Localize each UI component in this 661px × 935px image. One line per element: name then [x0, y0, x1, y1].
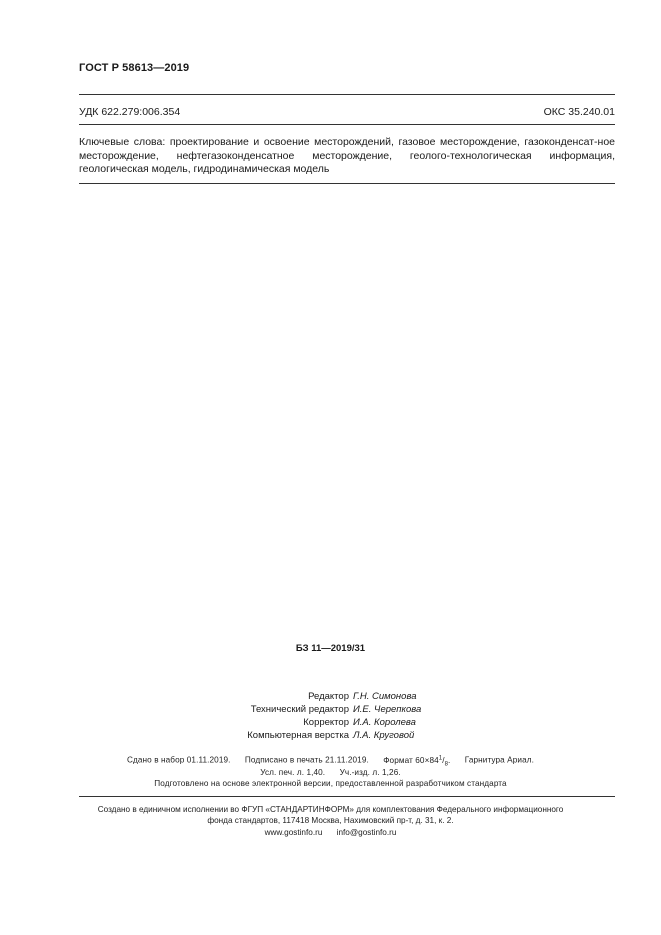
staff-row-editor — [0, 690, 661, 703]
bulletin-number: БЗ 11—2019/31 — [295, 643, 366, 654]
divider-top — [79, 94, 615, 95]
staff-name: Л.А. Круговой — [353, 730, 415, 741]
divider-keywords — [79, 183, 615, 184]
staff-name: Г.Н. Симонова — [353, 691, 417, 702]
staff-name: И.А. Королева — [353, 717, 416, 728]
staff-row-layout — [0, 729, 661, 742]
keywords-block — [79, 136, 615, 177]
staff-list — [0, 690, 661, 742]
udk-code: УДК 622.279:006.354 — [79, 106, 181, 118]
publisher-sheets: Уч.-изд. л. 1,26. — [339, 768, 401, 777]
staff-name: И.Е. Черепкова — [353, 704, 422, 715]
keywords-label: Ключевые слова: — [79, 136, 166, 148]
divider-classification — [79, 124, 615, 125]
staff-role: Корректор — [303, 717, 349, 728]
oks-code: ОКС 35.240.01 — [543, 106, 615, 118]
submitted-date: Сдано в набор 01.11.2019. — [127, 755, 231, 765]
standard-number: ГОСТ Р 58613—2019 — [79, 62, 190, 74]
footer-line-1: Создано в единичном исполнении во ФГУП «СТАНДАРТИНФОРМ» для комплектования Федерального информационного — [97, 805, 564, 814]
print-details-line — [0, 755, 661, 767]
staff-role: Редактор — [308, 691, 349, 702]
staff-role: Компьютерная верстка — [247, 730, 349, 741]
staff-row-tech-editor — [0, 703, 661, 716]
email-link[interactable]: info@gostinfo.ru — [336, 828, 397, 837]
staff-row-corrector — [0, 716, 661, 729]
signed-date: Подписано в печать 21.11.2019. — [244, 755, 369, 765]
staff-role: Технический редактор — [250, 704, 349, 715]
printed-sheets: Усл. печ. л. 1,40. — [260, 768, 326, 777]
footer-contacts — [0, 828, 661, 837]
keywords-text: проектирование и освоение месторождений, газовое месторождение, газоконденсат-ное месторождение, нефтегазоконденсатное месторождение, геолого-технологическая информация, геологическая модель, гидродинамическая модель — [79, 136, 615, 175]
footer-line-2: фонда стандартов, 117418 Москва, Нахимовский пр-т, д. 31, к. 2. — [207, 816, 454, 825]
typeface: Гарнитура Ариал. — [464, 755, 534, 765]
paper-format: Формат $60\times 84^1/_8$. — [383, 755, 451, 768]
divider-footer — [79, 796, 615, 797]
sheets-line — [0, 768, 661, 777]
prepared-note: Подготовлено на основе электронной версии, предоставленной разработчиком стандарта — [154, 779, 507, 788]
website-link[interactable]: www.gostinfo.ru — [264, 828, 323, 837]
